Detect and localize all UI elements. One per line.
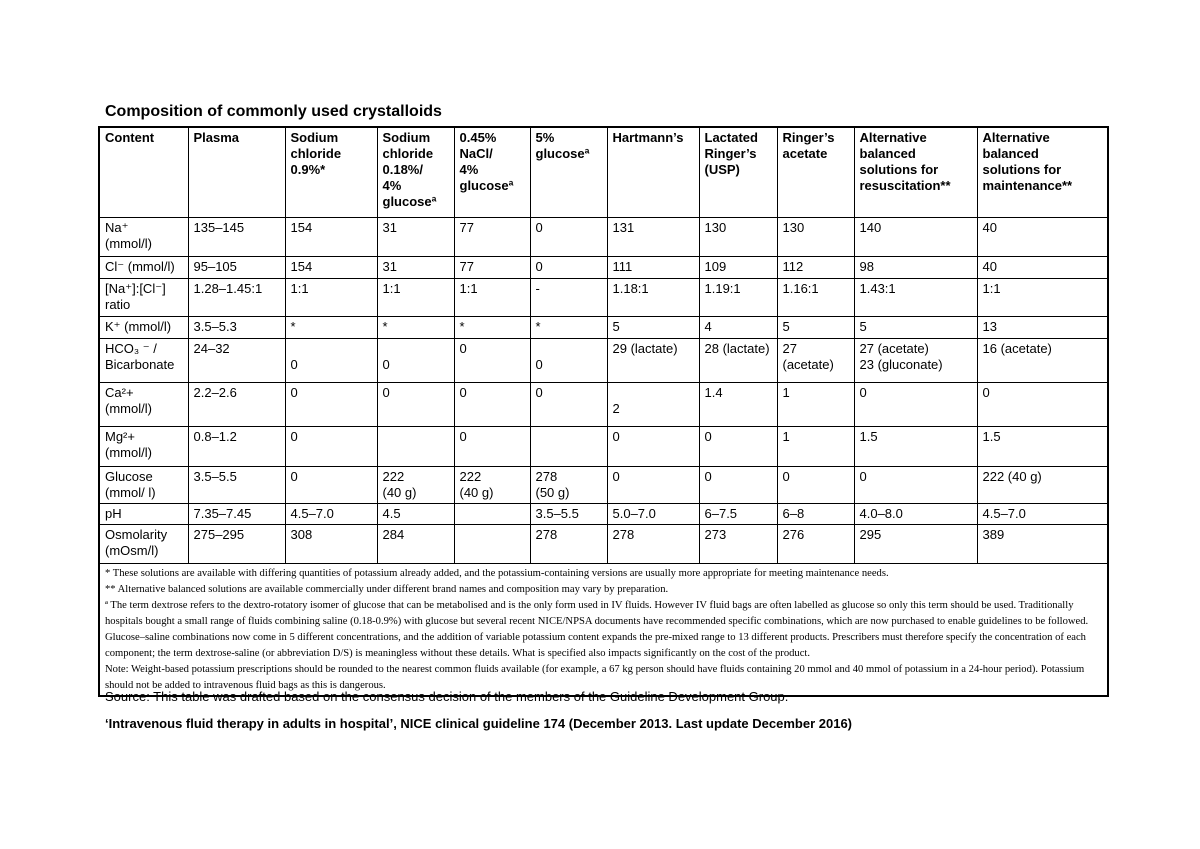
crystalloids-table [98, 126, 1109, 697]
row-label [99, 279, 188, 317]
cell-value: 28 (lactate) [704, 341, 770, 356]
table-cell [188, 383, 285, 427]
table-row [99, 467, 1108, 504]
cell-value: 5 [612, 319, 620, 334]
footnote-dextrose: ª The term dextrose refers to the dextro-rotatory isomer of glucose that can be metabolised and is the only form used in IV fluids. However IV fluid bags are often labelled as glucose so only this term should be used. Traditionally hospitals bought a small range of fluids combining saline (0.18-0.9%) with glucose but several recent NICE/NPSA documents have recommended specific combinations, which are now purchased to enable guidelines to be followed. Glucose–saline combinations now come in 5 different concentrations, and the addition of variable potassium content expands the pre-mixed range to 13 different products. Prescribers must therefore specify the concentration of each component; the term dextrose-saline (or abbreviation D/S) is meaningless without these details. What is specified also impacts significantly on the cost of the product. [105, 600, 1089, 659]
header-line: Alternative [859, 130, 927, 145]
cell-value: 0 [535, 385, 543, 400]
header-line: solutions for [859, 162, 939, 177]
cell-value: 130 [704, 220, 727, 235]
header-line: resuscitation** [859, 178, 951, 193]
table-cell [188, 525, 285, 564]
table-row [99, 383, 1108, 427]
table-cell [188, 427, 285, 467]
header-line: 4% [459, 162, 479, 177]
row-label [99, 467, 188, 504]
table-row [99, 525, 1108, 564]
header-line: Plasma [193, 130, 240, 145]
row-label [99, 339, 188, 383]
column-header [285, 127, 377, 218]
cell-value: (40 g) [459, 485, 494, 500]
table-row [99, 504, 1108, 525]
header-line: chloride [382, 146, 434, 161]
table-cell [854, 383, 977, 427]
cell-value: 0.8–1.2 [193, 429, 237, 444]
cell-value: 95–105 [193, 259, 237, 274]
table-cell [854, 279, 977, 317]
table-cell [977, 218, 1108, 257]
cell-value: 0 [459, 429, 467, 444]
table-cell [530, 317, 607, 339]
row-label-line: K⁺ (mmol/l) [105, 319, 172, 334]
table-cell [854, 504, 977, 525]
cell-value: 389 [982, 527, 1005, 542]
table-cell [607, 525, 699, 564]
cell-value: 3.5–5.5 [535, 506, 579, 521]
cell-value: 16 (acetate) [982, 341, 1052, 356]
table-cell [777, 218, 854, 257]
table-cell [777, 257, 854, 279]
table-cell [854, 218, 977, 257]
cell-value: 1:1 [982, 281, 1001, 296]
cell-value: 273 [704, 527, 727, 542]
header-line: 5% [535, 130, 555, 145]
cell-value: 13 [982, 319, 997, 334]
cell-value: 1.16:1 [782, 281, 819, 296]
header-line: glucoseª [535, 146, 590, 161]
cell-value: 0 [704, 429, 712, 444]
cell-value: 1 [782, 385, 790, 400]
table-cell [454, 279, 530, 317]
table-cell [454, 427, 530, 467]
table-cell [699, 383, 777, 427]
cell-value: 140 [859, 220, 882, 235]
cell-value: 1 [782, 429, 790, 444]
header-line: acetate [782, 146, 828, 161]
header-line: 4% [382, 178, 402, 193]
cell-value: 0 [704, 469, 712, 484]
cell-value: * [535, 319, 541, 334]
cell-value: 109 [704, 259, 727, 274]
cell-value: 1:1 [290, 281, 309, 296]
cell-value: 0 [535, 259, 543, 274]
row-label [99, 257, 188, 279]
table-cell [699, 339, 777, 383]
table-cell [530, 218, 607, 257]
cell-value: 3.5–5.3 [193, 319, 237, 334]
row-label-line: (mOsm/l) [105, 543, 159, 558]
header-line: Hartmann’s [612, 130, 684, 145]
table-cell [777, 383, 854, 427]
row-label-line: ratio [105, 297, 131, 312]
table-cell [977, 504, 1108, 525]
cell-value: 111 [612, 259, 633, 274]
header-line: glucoseª [382, 194, 437, 209]
table-cell [188, 279, 285, 317]
table-cell [854, 427, 977, 467]
table-row [99, 279, 1108, 317]
table-row [99, 218, 1108, 257]
column-header [454, 127, 530, 218]
table-cell [454, 525, 530, 564]
row-label-line: Glucose [105, 469, 153, 484]
table-cell [285, 427, 377, 467]
cell-value: 1.18:1 [612, 281, 649, 296]
table-cell [377, 257, 454, 279]
cell-value: 4.5–7.0 [982, 506, 1026, 521]
row-label [99, 525, 188, 564]
row-label-line: HCO₃ ⁻ / [105, 341, 157, 356]
table-cell [530, 279, 607, 317]
row-label [99, 427, 188, 467]
row-label-line: (mmol/l) [105, 445, 152, 460]
table-cell [699, 279, 777, 317]
cell-value: 0 [290, 357, 298, 372]
header-line: 0.18%/ [382, 162, 423, 177]
cell-value: 1:1 [382, 281, 401, 296]
table-cell [977, 467, 1108, 504]
footnote-balanced: ** Alternative balanced solutions are available commercially under different brand names and composition may vary by preparation. [105, 584, 669, 595]
table-cell [607, 504, 699, 525]
cell-value: 278 [535, 527, 558, 542]
table-cell [377, 218, 454, 257]
cell-value: 275–295 [193, 527, 245, 542]
table-cell [777, 427, 854, 467]
table-row [99, 317, 1108, 339]
table-cell [607, 257, 699, 279]
table-cell [188, 257, 285, 279]
cell-value: 0 [859, 385, 867, 400]
table-cell [699, 467, 777, 504]
cell-value: 1.28–1.45:1 [193, 281, 263, 296]
cell-value: 29 (lactate) [612, 341, 678, 356]
table-cell [977, 383, 1108, 427]
table-cell [285, 218, 377, 257]
cell-value: 98 [859, 259, 874, 274]
cell-value: 1.19:1 [704, 281, 741, 296]
header-line: chloride [290, 146, 342, 161]
cell-value: 222 [459, 469, 482, 484]
table-cell [607, 427, 699, 467]
cell-value: 0 [290, 385, 298, 400]
cell-value: 112 [782, 259, 804, 274]
cell-value: 135–145 [193, 220, 245, 235]
header-line: Content [105, 130, 155, 145]
cell-value: 0 [782, 469, 790, 484]
table-cell [977, 317, 1108, 339]
table-cell [285, 257, 377, 279]
row-label-line: [Na⁺]:[Cl⁻] [105, 281, 166, 296]
table-cell [607, 467, 699, 504]
cell-value: 1.43:1 [859, 281, 896, 296]
cell-value: 2 [612, 401, 620, 416]
cell-value: 0 [859, 469, 867, 484]
notes-row [99, 564, 1108, 697]
column-header [777, 127, 854, 218]
cell-value: 0 [290, 469, 298, 484]
cell-value: 6–8 [782, 506, 805, 521]
cell-value: 154 [290, 259, 313, 274]
cell-value: 4 [704, 319, 712, 334]
table-cell [454, 339, 530, 383]
cell-value: * [459, 319, 465, 334]
row-label-line: pH [105, 506, 122, 521]
cell-value: * [382, 319, 388, 334]
table-cell [377, 279, 454, 317]
table-cell [377, 339, 454, 383]
table-cell [285, 279, 377, 317]
table-cell [454, 467, 530, 504]
table-cell [285, 317, 377, 339]
header-line: maintenance** [982, 178, 1073, 193]
cell-value: 24–32 [193, 341, 230, 356]
table-row [99, 427, 1108, 467]
cell-value: 7.35–7.45 [193, 506, 252, 521]
table-cell [699, 257, 777, 279]
table-cell [454, 317, 530, 339]
citation-text: ‘Intravenous fluid therapy in adults in hospital’, NICE clinical guideline 174 (December 2013. Last update December 2016) [105, 716, 852, 731]
table-cell [777, 317, 854, 339]
cell-value: 4.5 [382, 506, 401, 521]
table-cell [285, 467, 377, 504]
cell-value: (40 g) [382, 485, 417, 500]
table-cell [777, 504, 854, 525]
table-cell [454, 504, 530, 525]
table-cell [188, 317, 285, 339]
cell-value: 1:1 [459, 281, 478, 296]
cell-value: 130 [782, 220, 805, 235]
header-line: solutions for [982, 162, 1062, 177]
cell-value: * [290, 319, 296, 334]
table-cell [777, 467, 854, 504]
cell-value: 308 [290, 527, 313, 542]
table-cell [854, 525, 977, 564]
cell-value: 1.5 [982, 429, 1001, 444]
cell-value: 31 [382, 220, 397, 235]
table-cell [454, 383, 530, 427]
table-cell [607, 339, 699, 383]
column-header [854, 127, 977, 218]
table-cell [530, 427, 607, 467]
cell-value: 6–7.5 [704, 506, 738, 521]
header-line: 0.9%* [290, 162, 326, 177]
header-line: 0.45% [459, 130, 497, 145]
column-header [377, 127, 454, 218]
header-line: Ringer’s [782, 130, 835, 145]
row-label-line: (mmol/ l) [105, 485, 156, 500]
table-cell [188, 467, 285, 504]
table-cell [530, 525, 607, 564]
table-cell [977, 279, 1108, 317]
column-header [188, 127, 285, 218]
row-label-line: (mmol/l) [105, 401, 152, 416]
table-cell [530, 339, 607, 383]
table-cell [188, 504, 285, 525]
table-cell [699, 525, 777, 564]
cell-value: 27 (acetate) [782, 341, 834, 372]
table-cell [777, 279, 854, 317]
cell-value: 0 [535, 220, 543, 235]
table-cell [854, 467, 977, 504]
table-cell [454, 257, 530, 279]
cell-value: 0 [612, 429, 620, 444]
cell-value: 31 [382, 259, 397, 274]
table-cell [285, 525, 377, 564]
cell-value: 40 [982, 259, 997, 274]
cell-value: 0 [612, 469, 620, 484]
cell-value: 4.5–7.0 [290, 506, 334, 521]
cell-value: - [535, 281, 540, 296]
cell-value: 0 [982, 385, 990, 400]
footnote-potassium: * These solutions are available with differing quantities of potassium already added, and the potassium-containing versions are usually more appropriate for meeting maintenance needs. [105, 568, 889, 579]
table-cell [854, 339, 977, 383]
header-line: NaCl/ [459, 146, 493, 161]
column-header [530, 127, 607, 218]
table-cell [377, 525, 454, 564]
table-cell [977, 339, 1108, 383]
header-line: glucoseª [459, 178, 514, 193]
table-cell [530, 257, 607, 279]
table-cell [285, 339, 377, 383]
table-cell [607, 383, 699, 427]
table-cell [530, 467, 607, 504]
row-label [99, 383, 188, 427]
header-line: Sodium [382, 130, 431, 145]
column-header [607, 127, 699, 218]
cell-value: 0 [459, 341, 467, 356]
table-cell [699, 504, 777, 525]
cell-value: 27 (acetate) [859, 341, 929, 356]
row-label [99, 504, 188, 525]
table-cell [607, 279, 699, 317]
cell-value: 2.2–2.6 [193, 385, 237, 400]
column-header [99, 127, 188, 218]
footnotes [99, 564, 1108, 697]
table-cell [454, 218, 530, 257]
cell-value: 0 [382, 357, 390, 372]
row-label-line: Na⁺ [105, 220, 129, 235]
cell-value: 131 [612, 220, 635, 235]
cell-value: 276 [782, 527, 805, 542]
cell-value: 0 [382, 385, 390, 400]
row-label [99, 218, 188, 257]
cell-value: 1.4 [704, 385, 723, 400]
row-label-line: Bicarbonate [105, 357, 175, 372]
cell-value: 4.0–8.0 [859, 506, 903, 521]
table-cell [777, 339, 854, 383]
table-cell [285, 383, 377, 427]
header-line: balanced [859, 146, 916, 161]
cell-value: 40 [982, 220, 997, 235]
table-row [99, 339, 1108, 383]
table-cell [188, 339, 285, 383]
table-cell [977, 257, 1108, 279]
table-cell [377, 383, 454, 427]
cell-value: 77 [459, 259, 474, 274]
table-cell [854, 257, 977, 279]
table-row [99, 257, 1108, 279]
cell-value: (50 g) [535, 485, 570, 500]
table-cell [377, 427, 454, 467]
row-label-line: (mmol/l) [105, 236, 152, 251]
table-cell [699, 218, 777, 257]
table-cell [699, 317, 777, 339]
header-line: balanced [982, 146, 1039, 161]
table-cell [699, 427, 777, 467]
header-row [99, 127, 1108, 218]
cell-value: 295 [859, 527, 882, 542]
table-cell [530, 504, 607, 525]
header-line: (USP) [704, 162, 740, 177]
header-line: Ringer’s [704, 146, 757, 161]
cell-value: 23 (gluconate) [859, 357, 943, 372]
table-cell [377, 467, 454, 504]
cell-value: 1.5 [859, 429, 878, 444]
cell-value: 284 [382, 527, 405, 542]
table-cell [188, 218, 285, 257]
table-cell [977, 525, 1108, 564]
column-header [977, 127, 1108, 218]
header-line: Lactated [704, 130, 758, 145]
cell-value: 0 [459, 385, 467, 400]
footnote-weight-note: Note: Weight-based potassium prescriptions should be rounded to the nearest common fluids available (for example, a 67 kg person should have fluids containing 20 mmol and 40 mmol of potassium in a 24-hour period). Potassium should not be added to intravenous fluid bags as this is dangerous. [105, 664, 1085, 691]
row-label-line: Cl⁻ (mmol/l) [105, 259, 175, 274]
cell-value: 0 [290, 429, 298, 444]
cell-value: 5 [859, 319, 867, 334]
table-cell [854, 317, 977, 339]
table-cell [607, 317, 699, 339]
column-header [699, 127, 777, 218]
table-cell [777, 525, 854, 564]
table-cell [377, 504, 454, 525]
header-line: Alternative [982, 130, 1050, 145]
header-line: Sodium [290, 130, 339, 145]
row-label-line: Mg²+ [105, 429, 135, 444]
table-cell [977, 427, 1108, 467]
table-cell [607, 218, 699, 257]
cell-value: 278 [612, 527, 635, 542]
table-cell [285, 504, 377, 525]
cell-value: 154 [290, 220, 313, 235]
cell-value: 222 (40 g) [982, 469, 1042, 484]
table-cell [377, 317, 454, 339]
row-label-line: Ca²+ [105, 385, 134, 400]
cell-value: 77 [459, 220, 474, 235]
cell-value: 3.5–5.5 [193, 469, 237, 484]
cell-value: 222 [382, 469, 405, 484]
table-cell [530, 383, 607, 427]
cell-value: 5 [782, 319, 790, 334]
row-label [99, 317, 188, 339]
source-text: Source: This table was drafted based on the consensus decision of the members of the Guideline Development Group. [105, 689, 789, 704]
cell-value: 278 [535, 469, 558, 484]
cell-value: 5.0–7.0 [612, 506, 656, 521]
row-label-line: Osmolarity [105, 527, 168, 542]
table-title: Composition of commonly used crystalloids [105, 103, 442, 120]
cell-value: 0 [535, 357, 543, 372]
